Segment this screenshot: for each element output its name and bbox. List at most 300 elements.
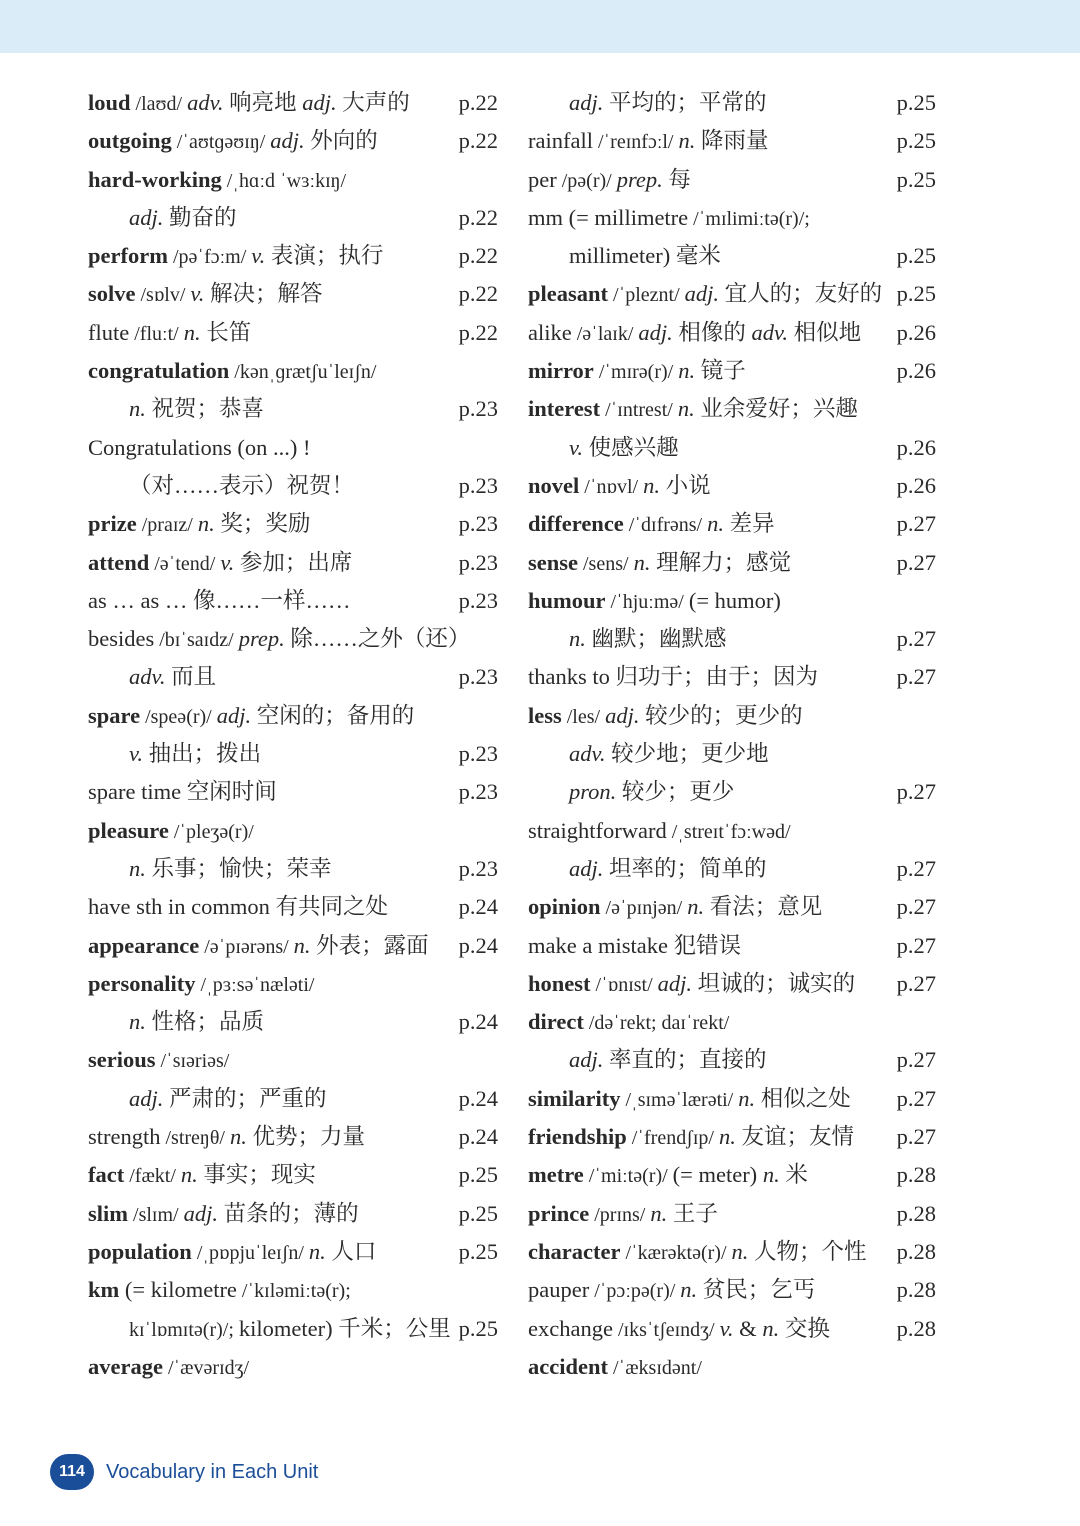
vocab-entry-line <box>528 1118 936 1156</box>
definition: 较少地；更少地 <box>605 741 769 767</box>
headword: fact <box>88 1162 125 1188</box>
part-of-speech: v. <box>220 549 235 575</box>
vocab-entry-line <box>88 1156 498 1194</box>
page-reference: p.24 <box>458 894 498 920</box>
definition: 千米；公里 <box>332 1315 451 1341</box>
page-reference: p.22 <box>458 319 498 345</box>
vocab-entry-line <box>528 1233 936 1271</box>
entry-text <box>528 1271 815 1310</box>
phonetic: /streŋθ/ <box>160 1127 230 1150</box>
headword: friendship <box>528 1124 627 1150</box>
vocab-entry-line <box>88 735 498 773</box>
vocab-entry-line <box>528 697 936 735</box>
definition: 小说 <box>659 472 711 498</box>
vocab-entry-line <box>528 467 936 505</box>
vocab-entry-line <box>88 505 498 543</box>
word-text: (= meter) <box>672 1162 763 1188</box>
entry-text <box>88 122 378 161</box>
entry-text <box>528 888 822 927</box>
part-of-speech: n. <box>129 396 146 422</box>
entry-text <box>88 1271 351 1310</box>
word-text: make a mistake <box>528 932 668 958</box>
word-text: spare time <box>88 779 182 805</box>
page-reference: p.25 <box>896 243 936 269</box>
vocab-entry-line <box>528 582 936 620</box>
page-reference: p.28 <box>896 1315 936 1341</box>
headword: solve <box>88 281 136 307</box>
part-of-speech: adj. <box>638 319 673 345</box>
vocab-entry-line <box>88 352 498 390</box>
vocab-entry-line <box>528 773 936 811</box>
entry-text <box>88 161 346 200</box>
phonetic: /ˈmɪrə(r)/ <box>593 361 679 384</box>
vocab-entry-line <box>88 888 498 926</box>
headword: appearance <box>88 932 200 958</box>
definition: 降雨量 <box>695 128 769 154</box>
page-reference: p.25 <box>896 90 936 115</box>
part-of-speech: n. <box>643 472 660 498</box>
phonetic: /ˈfrendʃɪp/ <box>626 1127 719 1150</box>
phonetic: /ˌstreɪtˈfɔːwəd/ <box>666 820 791 843</box>
page-reference: p.22 <box>458 204 498 230</box>
vocab-entry-line <box>88 544 498 582</box>
headword: accident <box>528 1353 608 1379</box>
part-of-speech: n. <box>677 396 695 422</box>
vocab-entry-line <box>528 735 936 773</box>
part-of-speech: n. <box>633 549 651 575</box>
word-text: have sth in common <box>88 894 270 920</box>
entry-text <box>528 1195 718 1234</box>
part-of-speech: n. <box>308 1238 326 1264</box>
entry-text <box>528 1233 867 1272</box>
page-reference: p.24 <box>458 932 498 958</box>
page-reference: p.27 <box>896 894 936 920</box>
vocab-entry-line <box>88 812 498 850</box>
definition: 优势；力量 <box>246 1124 365 1150</box>
word-text: flute <box>88 319 130 345</box>
vocab-entry-line <box>528 1348 936 1386</box>
vocab-entry-line <box>88 582 498 620</box>
word-text: (= kilometre <box>119 1277 237 1303</box>
page-reference: p.24 <box>458 1009 498 1035</box>
entry-text <box>129 658 216 696</box>
page-reference: p.23 <box>458 664 498 690</box>
vocab-entry-line <box>528 161 936 199</box>
phonetic: /ɪksˈtʃeɪndʒ/ <box>612 1318 720 1341</box>
definition: 米 <box>779 1162 808 1188</box>
part-of-speech: v. <box>129 741 143 767</box>
entry-text <box>88 1118 365 1157</box>
entry-text <box>88 1348 249 1387</box>
phonetic: /kənˌɡrætʃuˈleɪʃn/ <box>229 361 377 384</box>
headword: km <box>88 1277 120 1303</box>
part-of-speech: n. <box>762 1162 780 1188</box>
page-reference: p.22 <box>458 281 498 307</box>
definition: 看法；意见 <box>704 894 823 920</box>
part-of-speech: adv. <box>751 319 788 345</box>
phonetic: /slɪm/ <box>128 1203 184 1226</box>
entry-text <box>88 1041 229 1080</box>
definition: 贫民；乞丐 <box>697 1277 816 1303</box>
page-reference: p.27 <box>896 511 936 537</box>
vocab-entry-line <box>88 620 498 658</box>
definition: 人口 <box>325 1238 377 1264</box>
headword: personality <box>88 970 196 996</box>
definition: 每 <box>662 166 691 192</box>
headword: honest <box>528 970 591 996</box>
phonetic: /ˈreɪnfɔːl/ <box>592 131 679 154</box>
entry-text <box>528 275 882 314</box>
part-of-speech: n. <box>229 1124 247 1150</box>
vocab-entry-line <box>528 965 936 1003</box>
vocab-entry-line <box>528 544 936 582</box>
entry-text <box>528 199 810 238</box>
definition: 表演；执行 <box>265 243 384 269</box>
vocab-entry-line <box>88 1041 498 1079</box>
entry-text <box>528 1310 830 1349</box>
part-of-speech: adv. <box>129 664 166 690</box>
page-reference: p.26 <box>896 472 936 498</box>
vocab-entry-line <box>88 1233 498 1271</box>
entry-text <box>569 735 769 773</box>
headword: prize <box>88 511 137 537</box>
phonetic: /əˈtend/ <box>149 552 221 575</box>
definition: 奖；奖励 <box>214 511 311 537</box>
page-reference: p.23 <box>458 511 498 537</box>
vocab-entry-line <box>88 1348 498 1386</box>
page-reference: p.23 <box>458 779 498 805</box>
entry-text <box>88 620 470 659</box>
phonetic: /əˈlaɪk/ <box>571 322 639 345</box>
headword: interest <box>528 396 601 422</box>
definition: 相像的 <box>672 319 752 345</box>
entry-text <box>569 84 767 122</box>
definition: 相似之处 <box>755 1085 851 1111</box>
definition: 响亮地 <box>223 90 303 115</box>
part-of-speech: prep. <box>238 626 285 652</box>
phonetic: /sɒlv/ <box>135 284 191 307</box>
entry-text <box>88 237 383 276</box>
phonetic: /ˈhjuːmə/ <box>605 590 689 613</box>
vocab-entry-line <box>528 314 936 352</box>
entry-text <box>129 735 261 773</box>
headword: novel <box>528 472 580 498</box>
entry-text <box>528 812 791 851</box>
word-text: straightforward <box>528 817 667 843</box>
vocab-entry-line <box>528 390 936 428</box>
definition: 参加；出席 <box>234 549 353 575</box>
page-reference: p.27 <box>896 970 936 996</box>
entry-text <box>569 620 727 658</box>
definition: 有共同之处 <box>269 894 388 920</box>
entry-text <box>528 352 746 391</box>
entry-text <box>129 467 354 505</box>
vocab-entry-line <box>528 1271 936 1309</box>
page-reference: p.28 <box>896 1277 936 1303</box>
word-text: & <box>733 1315 763 1341</box>
entry-text <box>129 1310 451 1349</box>
part-of-speech: adj. <box>569 855 604 881</box>
headword: mirror <box>528 358 594 384</box>
phonetic: /ˈdɪfrəns/ <box>623 514 708 537</box>
entry-text <box>129 199 237 237</box>
part-of-speech: n. <box>680 1277 698 1303</box>
part-of-speech: adj. <box>569 90 604 115</box>
entry-text <box>88 275 323 314</box>
phonetic: /ˈaʊtɡəʊɪŋ/ <box>171 131 271 154</box>
phonetic: /əˈpɪərəns/ <box>199 935 294 958</box>
word-text: pauper <box>528 1277 590 1303</box>
headword: hard-working <box>88 166 222 192</box>
vocab-entry-line <box>88 161 498 199</box>
page-reference: p.27 <box>896 779 936 805</box>
phonetic: /pəˈfɔːm/ <box>167 246 252 269</box>
page-reference: p.26 <box>896 358 936 384</box>
entry-text <box>129 390 264 428</box>
headword: similarity <box>528 1085 621 1111</box>
definition: 友谊；友情 <box>735 1124 854 1150</box>
definition: 宜人的；友好的 <box>719 281 883 307</box>
part-of-speech: n. <box>129 1009 146 1035</box>
part-of-speech: adj. <box>302 90 337 115</box>
entry-text <box>88 544 352 583</box>
phonetic: /ˈævərɪdʒ/ <box>162 1356 250 1379</box>
definition: 除……之外（还） <box>284 626 471 652</box>
headword: sense <box>528 549 578 575</box>
definition: 像……一样…… <box>187 587 351 613</box>
definition: 事实；现实 <box>197 1162 316 1188</box>
definition: 较少；更少 <box>616 779 735 805</box>
definition: 长笛 <box>200 319 252 345</box>
headword: prince <box>528 1200 590 1226</box>
page-reference: p.25 <box>458 1238 498 1264</box>
vocab-entry-line <box>88 1310 498 1348</box>
word-text: as … as … <box>88 587 188 613</box>
entry-text <box>528 467 711 506</box>
vocab-entry-line <box>88 122 498 160</box>
page-reference: p.27 <box>896 932 936 958</box>
phonetic: /ˈkɪləmiːtə(r); <box>236 1280 351 1303</box>
entry-text <box>88 352 376 391</box>
headword: metre <box>528 1162 584 1188</box>
part-of-speech: n. <box>180 1162 198 1188</box>
vocab-entry-line <box>88 927 498 965</box>
definition: 坦诚的；诚实的 <box>692 970 856 996</box>
part-of-speech: n. <box>183 319 201 345</box>
page-reference: p.25 <box>458 1200 498 1226</box>
phonetic: /ˌpɜːsəˈnæləti/ <box>195 973 315 996</box>
word-text: mm (= millimetre <box>528 204 689 230</box>
vocab-entry-line <box>88 1195 498 1233</box>
entry-text <box>88 773 277 811</box>
entry-text <box>528 927 741 965</box>
part-of-speech: n. <box>678 128 696 154</box>
word-text: Congratulations (on ...) ! <box>88 434 311 460</box>
phonetic: /dəˈrekt; daɪˈrekt/ <box>583 1012 730 1035</box>
page-reference: p.27 <box>896 549 936 575</box>
page-reference: p.23 <box>458 741 498 767</box>
headword: character <box>528 1238 621 1264</box>
vocab-entry-line <box>88 237 498 275</box>
headword: pleasure <box>88 817 169 843</box>
entry-text <box>528 965 855 1004</box>
headword: congratulation <box>88 358 230 384</box>
vocab-entry-line <box>88 275 498 313</box>
vocab-entry-line <box>528 352 936 390</box>
phonetic: /ˈmɪlimiːtə(r)/; <box>688 207 810 230</box>
phonetic: /ˈpleʒə(r)/ <box>168 820 254 843</box>
headword: difference <box>528 511 624 537</box>
page-reference: p.27 <box>896 1047 936 1073</box>
vocab-entry-line <box>88 850 498 888</box>
word-text: (= humor) <box>688 587 781 613</box>
entry-text <box>88 505 310 544</box>
word-text: thanks to <box>528 664 610 690</box>
entry-text <box>528 1156 808 1195</box>
vocab-entry-line <box>528 658 936 696</box>
page-reference: p.27 <box>896 855 936 881</box>
entry-text <box>569 773 734 811</box>
phonetic: /ˈɪntrest/ <box>600 399 678 422</box>
part-of-speech: v. <box>569 434 583 460</box>
part-of-speech: n. <box>687 894 705 920</box>
entry-text <box>88 812 254 851</box>
vocab-entry-line <box>88 1003 498 1041</box>
phonetic: /praɪz/ <box>136 514 198 537</box>
phonetic: /bɪˈsaɪdz/ <box>154 629 239 652</box>
vocab-entry-line <box>88 84 498 122</box>
phonetic: /ˈpleznt/ <box>608 284 685 307</box>
entry-text <box>569 237 721 275</box>
entry-text <box>528 1348 702 1387</box>
headword: less <box>528 702 562 728</box>
phonetic: /əˈpɪnjən/ <box>600 897 688 920</box>
headword: average <box>88 1353 163 1379</box>
part-of-speech: n. <box>129 855 146 881</box>
definition: 空闲的；备用的 <box>251 702 415 728</box>
definition: 率直的；直接的 <box>603 1047 767 1073</box>
entry-text <box>528 122 769 161</box>
phonetic: /ˈæksɪdənt/ <box>607 1356 702 1379</box>
definition: 平均的；平常的 <box>603 90 767 115</box>
definition: 镜子 <box>695 358 746 384</box>
definition: 而且 <box>165 664 217 690</box>
vocab-entry-line <box>528 927 936 965</box>
definition: 毫米 <box>670 243 721 269</box>
phonetic: /ˈpɔːpə(r)/ <box>589 1280 681 1303</box>
phonetic: /sens/ <box>578 552 634 575</box>
definition: 祝贺；恭喜 <box>145 396 265 422</box>
definition: （对……表示）祝贺！ <box>129 472 355 498</box>
definition: 乐事；愉快；荣幸 <box>145 855 332 881</box>
part-of-speech: adj. <box>684 281 720 307</box>
part-of-speech: n. <box>650 1200 668 1226</box>
page-reference: p.27 <box>896 664 936 690</box>
vocab-entry-line <box>528 237 936 275</box>
definition: 坦率的；简单的 <box>603 855 767 881</box>
page-reference: p.23 <box>458 855 498 881</box>
vocab-entry-line <box>528 429 936 467</box>
entry-text <box>569 850 767 888</box>
definition: 使感兴趣 <box>582 434 679 460</box>
headword: opinion <box>528 894 601 920</box>
vocab-entry-line <box>88 1080 498 1118</box>
part-of-speech: n. <box>731 1238 749 1264</box>
vocabulary-column-left <box>88 84 498 1386</box>
vocab-entry-line <box>528 1041 936 1079</box>
entry-text <box>129 1003 264 1041</box>
phonetic: /prɪns/ <box>589 1203 651 1226</box>
phonetic: kɪˈlɒmɪtə(r)/; <box>129 1318 239 1341</box>
definition: 相似地 <box>787 319 862 345</box>
page-reference: p.25 <box>896 128 936 154</box>
vocab-entry-line <box>88 429 498 467</box>
phonetic: /les/ <box>561 705 606 728</box>
word-text: kilometer) <box>238 1315 333 1341</box>
definition: 幽默；幽默感 <box>585 626 727 652</box>
vocab-entry-line <box>528 122 936 160</box>
headword: loud <box>88 90 131 115</box>
headword: outgoing <box>88 128 172 154</box>
entry-text <box>528 390 858 429</box>
headword: slim <box>88 1200 129 1226</box>
vocab-entry-line <box>528 1080 936 1118</box>
vocab-entry-line <box>88 1271 498 1309</box>
part-of-speech: adj. <box>657 970 693 996</box>
word-text: strength <box>88 1124 161 1150</box>
definition: 差异 <box>723 511 775 537</box>
headword: perform <box>88 243 168 269</box>
page-reference: p.23 <box>458 472 498 498</box>
page-reference: p.27 <box>896 626 936 652</box>
page-reference: p.27 <box>896 1085 936 1111</box>
word-text: alike <box>528 319 572 345</box>
entry-text <box>528 161 691 200</box>
part-of-speech: v. <box>190 281 205 307</box>
part-of-speech: adj. <box>270 128 305 154</box>
entry-text <box>88 888 388 926</box>
word-text: millimeter) <box>569 243 671 269</box>
entry-text <box>528 658 818 696</box>
phonetic: /fluːt/ <box>129 322 184 345</box>
phonetic: /ˌhɑːd ˈwɜːkɪŋ/ <box>221 169 347 192</box>
phonetic: /laʊd/ <box>130 93 188 115</box>
vocab-entry-line <box>88 658 498 696</box>
entry-text <box>129 850 332 888</box>
entry-text <box>528 1080 851 1119</box>
part-of-speech: adj. <box>216 702 252 728</box>
word-text: exchange <box>528 1315 613 1341</box>
definition: 犯错误 <box>667 932 742 958</box>
vocab-entry-line <box>528 1310 936 1348</box>
page-reference: p.28 <box>896 1238 936 1264</box>
part-of-speech: prep. <box>616 166 663 192</box>
page-reference: p.24 <box>458 1085 498 1111</box>
footer-title: Vocabulary in Each Unit <box>106 1461 319 1483</box>
page-reference: p.25 <box>458 1315 498 1341</box>
entry-text <box>528 544 791 583</box>
entry-text <box>528 505 775 544</box>
part-of-speech: n. <box>569 626 586 652</box>
page-reference: p.28 <box>896 1200 936 1226</box>
phonetic: /ˈkærəktə(r)/ <box>620 1241 732 1264</box>
phonetic: /ˈɒnɪst/ <box>590 973 658 996</box>
headword: humour <box>528 587 606 613</box>
page-number-badge: 114 <box>50 1454 94 1490</box>
definition: 归功于；由于；因为 <box>609 664 819 690</box>
entry-text <box>88 582 351 620</box>
entry-text <box>88 965 314 1004</box>
